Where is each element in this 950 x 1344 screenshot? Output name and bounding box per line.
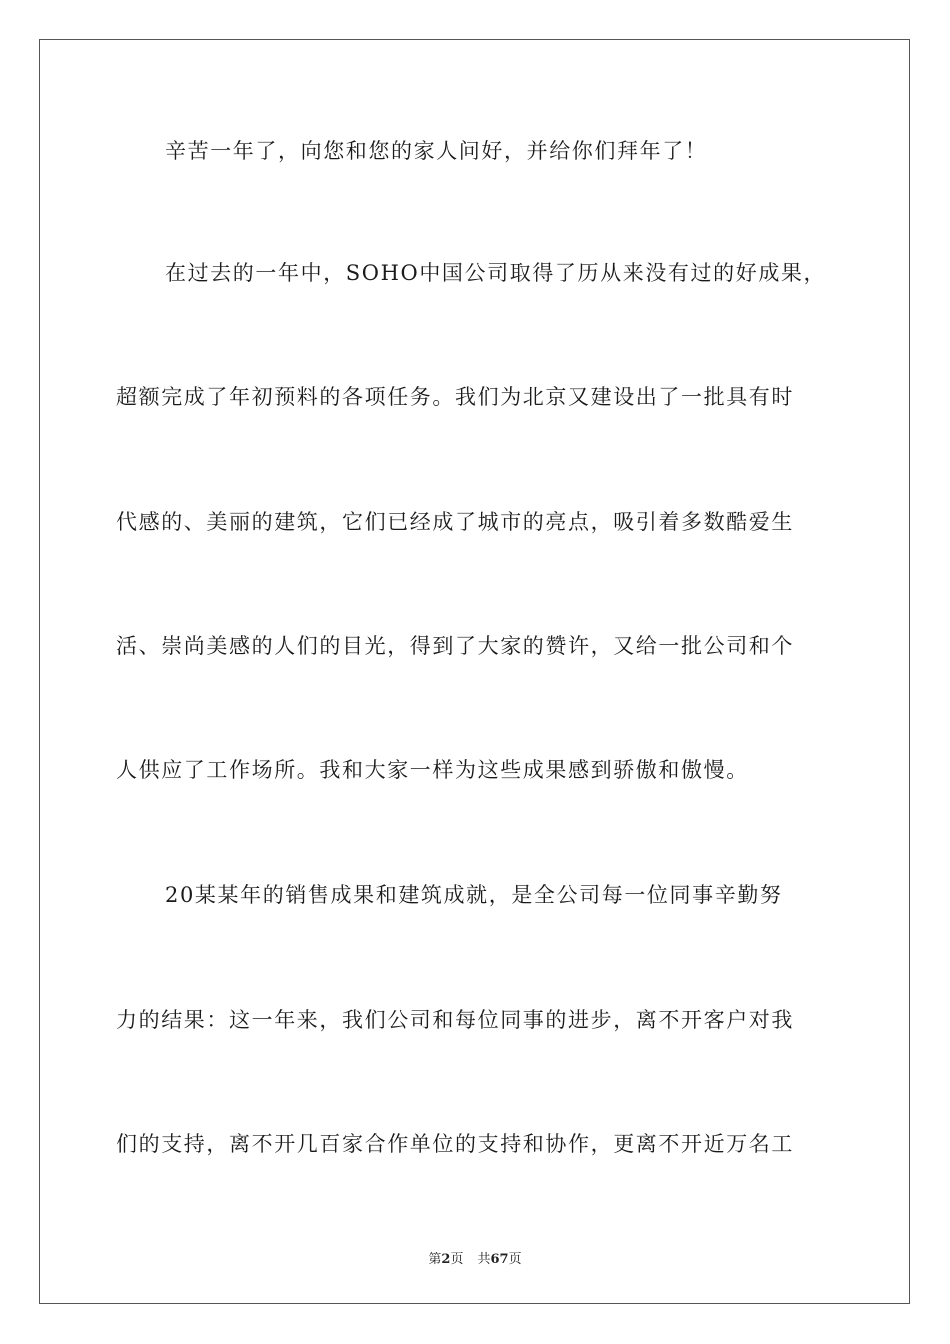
paragraph-line: 20某某年的销售成果和建筑成就，是全公司每一位同事辛勤努 [165, 883, 783, 907]
total-pages: 67 [490, 1252, 509, 1267]
page-prefix: 第 [428, 1252, 442, 1267]
paragraph-line: 在过去的一年中，SOHO中国公司取得了历从来没有过的好成果， [165, 261, 827, 285]
page-suffix: 页 [450, 1252, 464, 1267]
page-border [39, 39, 910, 1304]
paragraph-line: 超额完成了年初预料的各项任务。我们为北京又建设出了一批具有时 [116, 385, 794, 409]
paragraph-line: 们的支持，离不开几百家合作单位的支持和协作，更离不开近万名工 [116, 1132, 794, 1156]
total-prefix: 共 [477, 1252, 491, 1267]
page-footer [0, 1248, 950, 1267]
page-number: 2 [441, 1252, 451, 1267]
paragraph-line: 人供应了工作场所。我和大家一样为这些成果感到骄傲和傲慢。 [116, 758, 749, 782]
paragraph-line: 代感的、美丽的建筑，它们已经成了城市的亮点，吸引着多数酷爱生 [116, 510, 794, 534]
paragraph-line: 辛苦一年了，向您和您的家人问好，并给你们拜年了！ [165, 139, 708, 163]
paragraph-line: 活、崇尚美感的人们的目光，得到了大家的赞许，又给一批公司和个 [116, 634, 794, 658]
total-suffix: 页 [508, 1252, 522, 1267]
paragraph-line: 力的结果：这一年来，我们公司和每位同事的进步，离不开客户对我 [116, 1008, 794, 1032]
